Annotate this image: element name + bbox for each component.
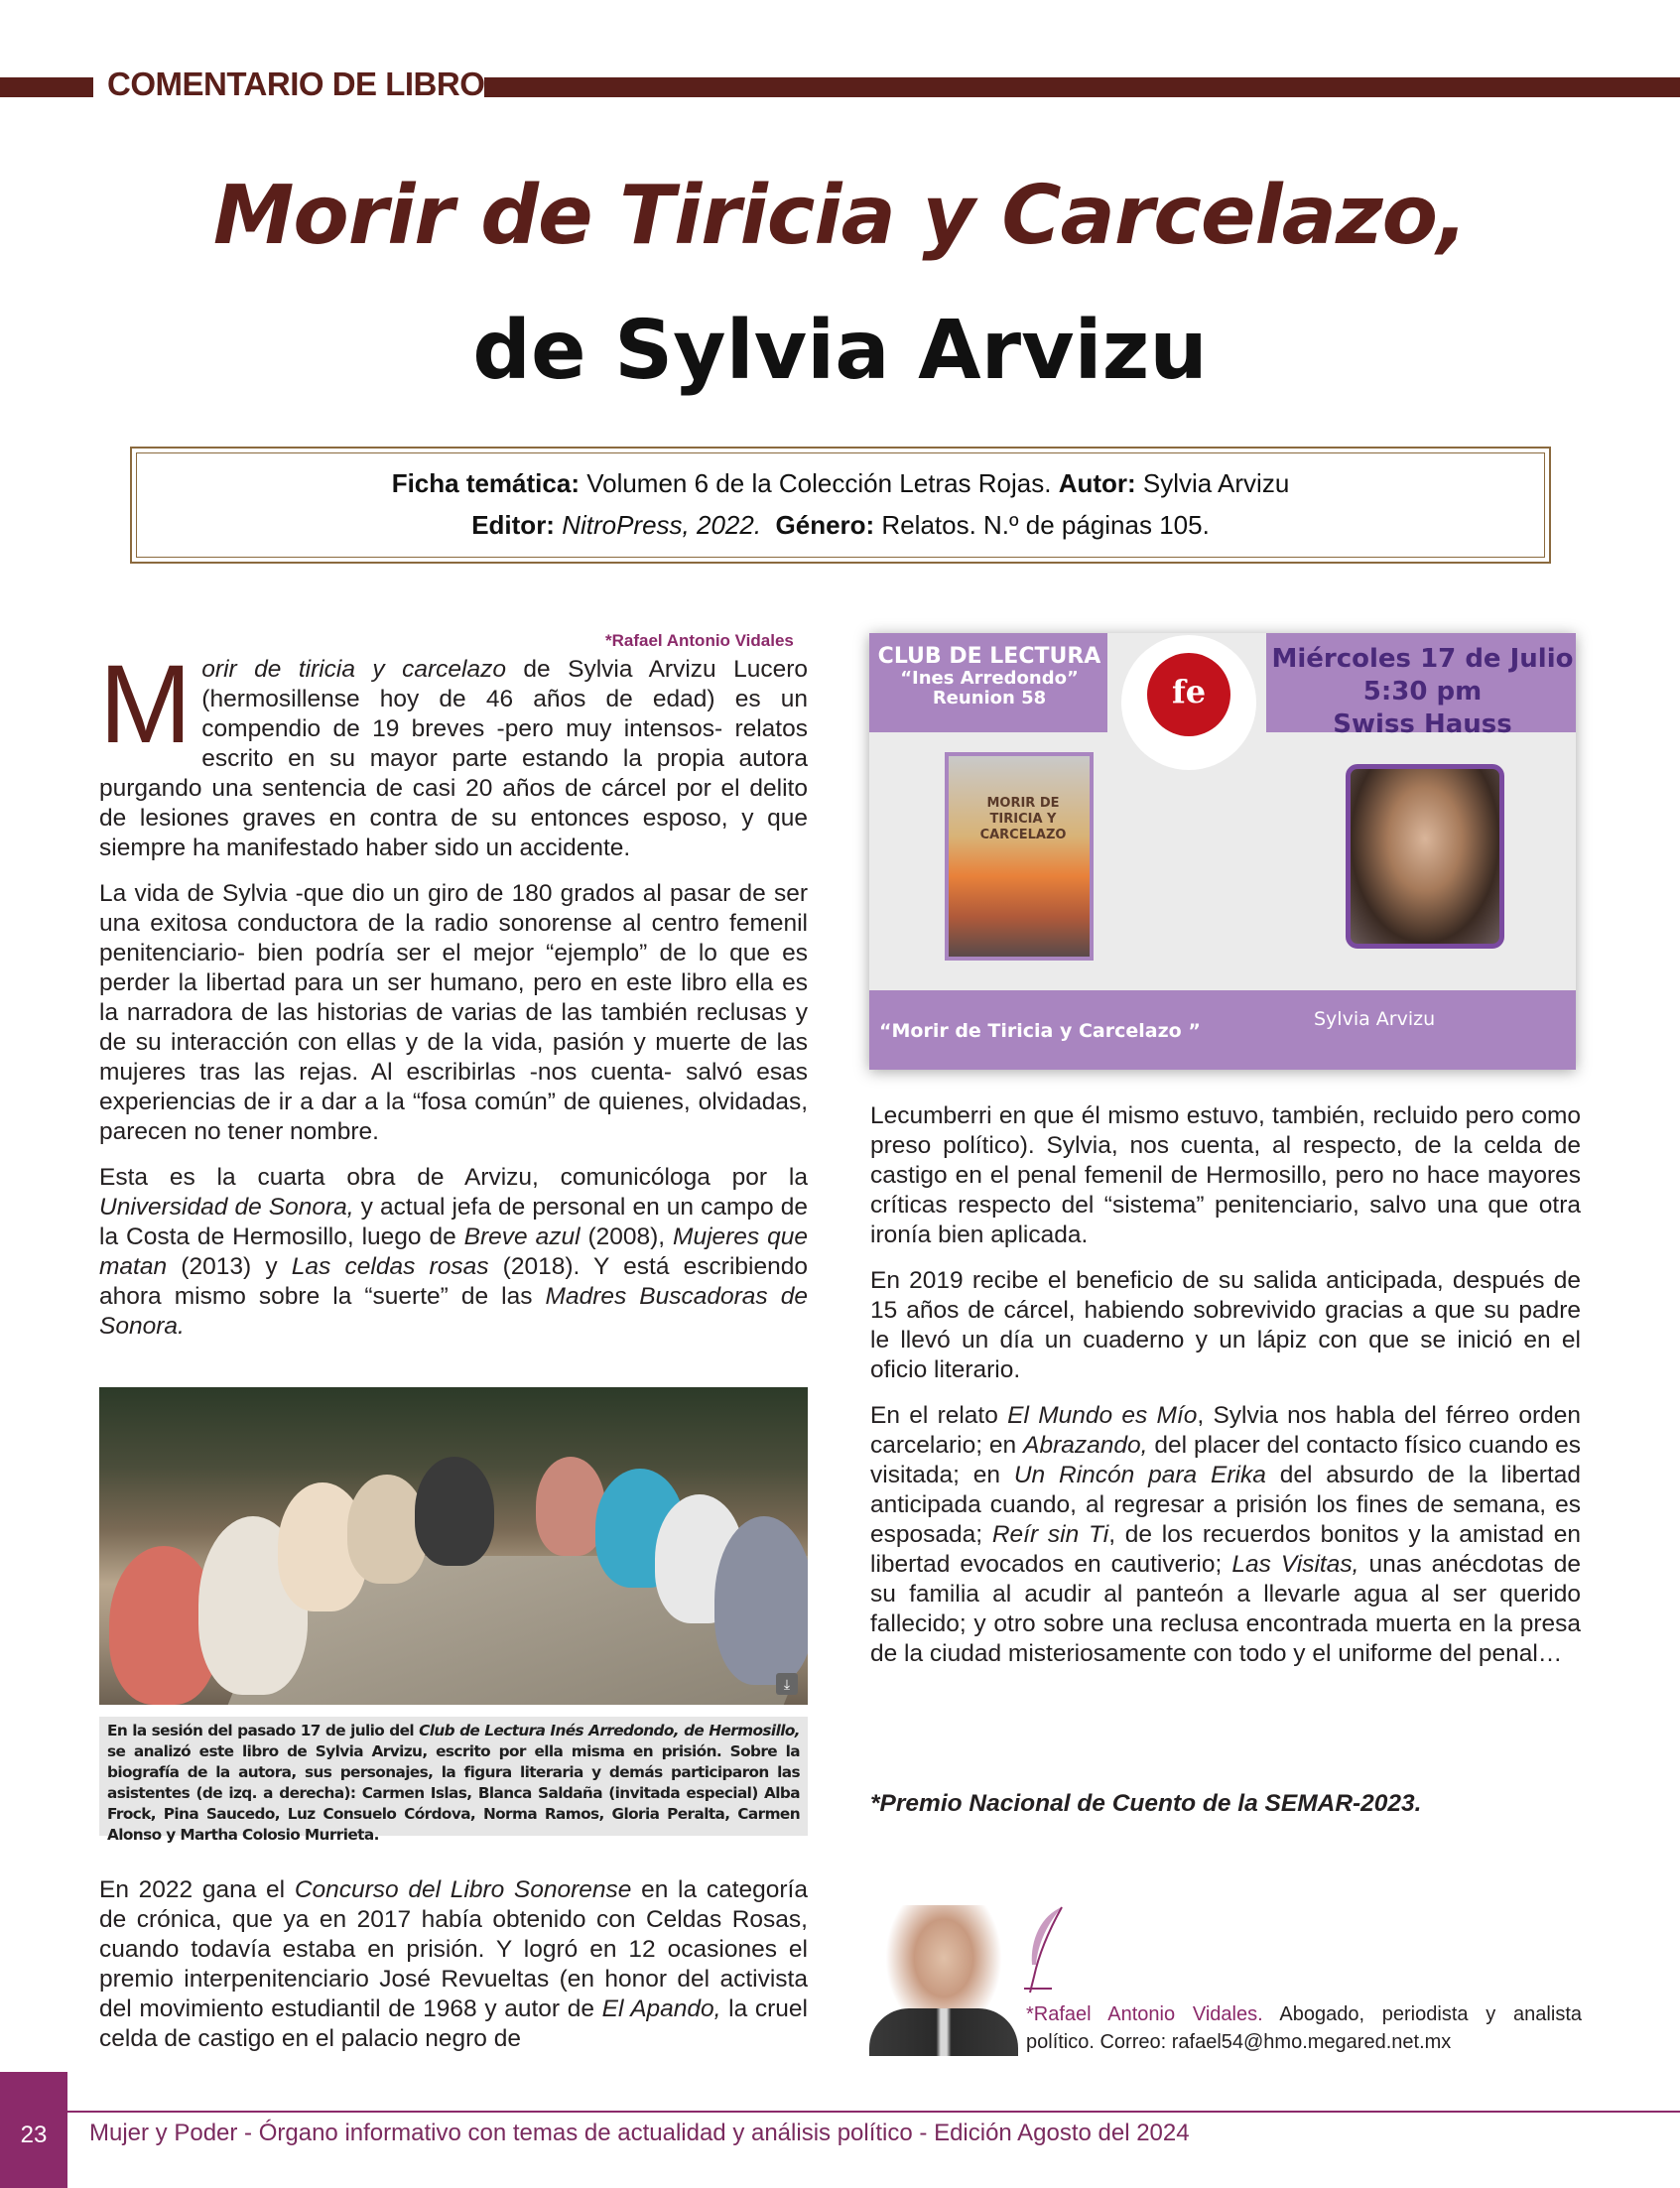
ficha-value: Volumen 6 de la Colección Letras Rojas. xyxy=(579,468,1059,498)
paragraph-3 xyxy=(99,1163,808,1342)
poster-quote: “Morir de Tiricia y Carcelazo ” xyxy=(879,1020,1201,1042)
poster-club-l2: “Ines Arredondo” xyxy=(900,668,1079,689)
p4-text-d: El Apando, xyxy=(601,1995,721,2022)
p4-text-b: Concurso del Libro Sonorense xyxy=(294,1876,632,1903)
book-info-box xyxy=(130,447,1551,564)
genero-value: Relatos. N.º de páginas 105. xyxy=(874,510,1210,540)
poster-club-l3: Reunion 58 xyxy=(932,688,1047,708)
p3-text-h: Las celdas rosas xyxy=(291,1253,489,1280)
book-info-line-1 xyxy=(132,468,1549,499)
section-label: COMENTARIO DE LIBRO xyxy=(107,65,485,102)
caption-text-b: Club de Lectura Inés Arredondo, de Hermosillo, xyxy=(419,1722,800,1739)
paragraph-2: La vida de Sylvia -que dio un giro de 180 grados al pasar de ser una exitosa conductora de la radio sonorense al centro femenil penitenciario- bien podría ser el mejor “ejemplo” de lo que es perder la libertad para un ser humano, pero en este libro ella es la narradora de las historias de varias de las también reclusas y de su interacción con ellas y de la vida, pasión y muerte de las mujeres tras las rejas. Al escribirlas -nos cuenta- salvó esas experiencias de ir a dar a la “fosa común” de quienes, olvidadas, parecen no tener nombre. xyxy=(99,880,808,1145)
columnist-bio xyxy=(1026,2000,1582,2056)
award-note: *Premio Nacional de Cuento de la SEMAR-2023. xyxy=(870,1790,1422,1817)
editor-value: NitroPress, 2022. xyxy=(554,510,762,540)
p3-text-c: y actual jefa de personal en un campo de la Costa de Hermosillo, luego de xyxy=(99,1194,808,1250)
genero-label: Género: xyxy=(775,510,875,540)
footer-rule xyxy=(0,2111,1680,2113)
footer-text: Mujer y Poder - Órgano informativo con temas de actualidad y análisis político - Edición Agosto del 2024 xyxy=(89,2120,1190,2146)
p7-text-i: , de los recuerdos bonitos y la amistad en libertad evocados en cautiverio; xyxy=(870,1521,1582,1578)
right-column xyxy=(870,1101,1581,1685)
fce-logo-icon: fe xyxy=(1147,653,1230,736)
poster-club-title xyxy=(875,645,1103,708)
p7-text-d: Abrazando, xyxy=(1023,1432,1148,1459)
left-column-top xyxy=(99,642,808,1357)
download-icon[interactable]: ⤓ xyxy=(776,1673,798,1695)
p4-text-e: la cruel celda de castigo en el palacio negro de xyxy=(99,1995,808,2052)
autor-label: Autor: xyxy=(1058,468,1136,498)
ficha-label: Ficha temática: xyxy=(391,468,580,498)
section-bar-right xyxy=(484,77,1680,97)
poster-author-name: Sylvia Arvizu xyxy=(1314,1008,1436,1030)
section-bar-left xyxy=(0,77,93,97)
paragraph-1-text: de Sylvia Arvizu Lucero (hermosillense hoy de 46 años de edad) es un compendio de 19 breves -pero muy intensos- relatos escrito en su mayor parte estando la propia autora purgando una sentencia de casi 20 años de cárcel por el delito de lesiones graves en contra de su entonces esposo, y que siempre ha manifestado haber sido un accidente. xyxy=(99,656,808,861)
reading-club-photo xyxy=(99,1387,808,1705)
p3-text-f: Mujeres que matan xyxy=(99,1223,808,1280)
paragraph-7 xyxy=(870,1401,1581,1669)
poster-club-l1: CLUB DE LECTURA xyxy=(877,644,1101,669)
paragraph-1 xyxy=(99,642,808,863)
p7-text-c: , Sylvia nos habla del férreo orden carcelario; en xyxy=(870,1402,1581,1459)
photo-caption xyxy=(99,1717,808,1844)
book-title-inline: orir de tiricia y carcelazo xyxy=(201,656,506,683)
club-logo xyxy=(1121,635,1256,770)
left-column-bottom xyxy=(99,1875,808,2070)
poster-date-l2: 5:30 pm xyxy=(1362,677,1483,707)
author-portrait xyxy=(1346,764,1504,949)
columnist-suit xyxy=(869,2008,1018,2056)
poster-date-l3: Swiss Hauss xyxy=(1333,709,1512,739)
columnist-desc: Abogado, periodista y analista político. Correo: rafael54@hmo.megared.net.mx xyxy=(1026,2003,1582,2053)
paragraph-5: Lecumberri en que él mismo estuvo, también, recluido pero como preso político). Sylvia, nos cuenta, al respecto, de la celda de castigo en el penal femenil de Hermosillo, pero no hace mayores críticas respecto del “sistema” penitenciario, salvo una que otra ironía bien aplicada. xyxy=(870,1102,1581,1248)
quill-icon xyxy=(1022,1905,1068,1995)
columnist-photo xyxy=(869,1905,1018,2056)
paragraph-4 xyxy=(99,1875,808,2054)
book-info-line-2 xyxy=(132,510,1549,541)
p3-text-i: (2018). Y está escribiendo ahora mismo sobre la “suerte” de las xyxy=(99,1253,808,1310)
article-subtitle: de Sylvia Arvizu xyxy=(472,304,1208,398)
p7-text-b: El Mundo es Mío xyxy=(1007,1402,1198,1429)
drop-cap: M xyxy=(99,642,193,766)
p7-text-h: Reír sin Ti xyxy=(991,1521,1109,1548)
poster-date xyxy=(1271,643,1574,741)
caption-text-c: se analizó este libro de Sylvia Arvizu, escrito por ella misma en prisión. Sobre la biografía de la autora, sus personajes, la figura literaria y demás participaron las asistentes (de izq. a derecha): Carmen Islas, Blanca Saldaña (invitada especial) Alba Frock, Pina Saucedo, Luz Consuelo Córdova, Norma Ramos, Gloria Peralta, Carmen Alonso y Martha Colosio Murrieta. xyxy=(107,1742,800,1844)
caption-text-a: En la sesión del pasado 17 de julio del xyxy=(107,1722,420,1739)
photo-person xyxy=(714,1516,808,1685)
p3-text-j: Madres Buscadoras de Sonora. xyxy=(99,1283,808,1340)
autor-value: Sylvia Arvizu xyxy=(1135,468,1290,498)
p4-text-a: En 2022 gana el xyxy=(99,1876,295,1903)
book-cover-title: MORIR DE TIRICIA Y CARCELAZO xyxy=(979,796,1067,842)
p3-text-b: Universidad de Sonora, xyxy=(99,1194,354,1221)
photo-person xyxy=(415,1457,494,1566)
p7-text-a: En el relato xyxy=(870,1402,1008,1429)
byline: *Rafael Antonio Vidales xyxy=(605,631,794,650)
p3-text-a: Esta es la cuarta obra de Arvizu, comunicóloga por la xyxy=(99,1164,808,1191)
p4-text-c: en la categoría de crónica, que ya en 2017 había obtenido con Celdas Rosas, cuando todavía estaba en prisión. Y logró en 12 ocasiones el premio interpenitenciario José Revueltas (en honor del activista del movimiento estudiantil de 1968 y autor de xyxy=(99,1876,808,2022)
p7-text-f: Un Rincón para Erika xyxy=(1013,1462,1266,1488)
p7-text-k: unas anécdotas de su familia al acudir al panteón a llevarle agua al ser querido fallecido; y otro sobre una reclusa encontrada muerta en la presa de la ciudad misteriosamente con todo y el uniforme del penal… xyxy=(870,1551,1581,1667)
p3-text-d: Breve azul xyxy=(463,1223,581,1250)
article-title: Morir de Tiricia y Carcelazo, xyxy=(212,169,1468,263)
p7-text-j: Las Visitas, xyxy=(1231,1551,1359,1578)
columnist-name: *Rafael Antonio Vidales. xyxy=(1026,2003,1263,2025)
poster-date-l1: Miércoles 17 de Julio xyxy=(1271,644,1574,674)
p7-text-g: del absurdo de la libertad anticipada cuando, al regresar a prisión los fines de semana, es esposada; xyxy=(870,1462,1582,1548)
p7-text-e: del placer del contacto físico cuando es visitada; en xyxy=(870,1432,1581,1488)
p3-text-g: (2013) y xyxy=(167,1253,292,1280)
page-number: 23 xyxy=(20,2122,48,2148)
event-poster xyxy=(869,633,1576,1070)
book-cover-image xyxy=(945,752,1094,961)
paragraph-6: En 2019 recibe el beneficio de su salida anticipada, después de 15 años de cárcel, habiendo sobrevivido gracias a que su padre le llevó un día un cuaderno y un lápiz con que se inició en el oficio literario. xyxy=(870,1267,1581,1383)
editor-label: Editor: xyxy=(471,510,555,540)
p3-text-e: (2008), xyxy=(580,1223,674,1250)
